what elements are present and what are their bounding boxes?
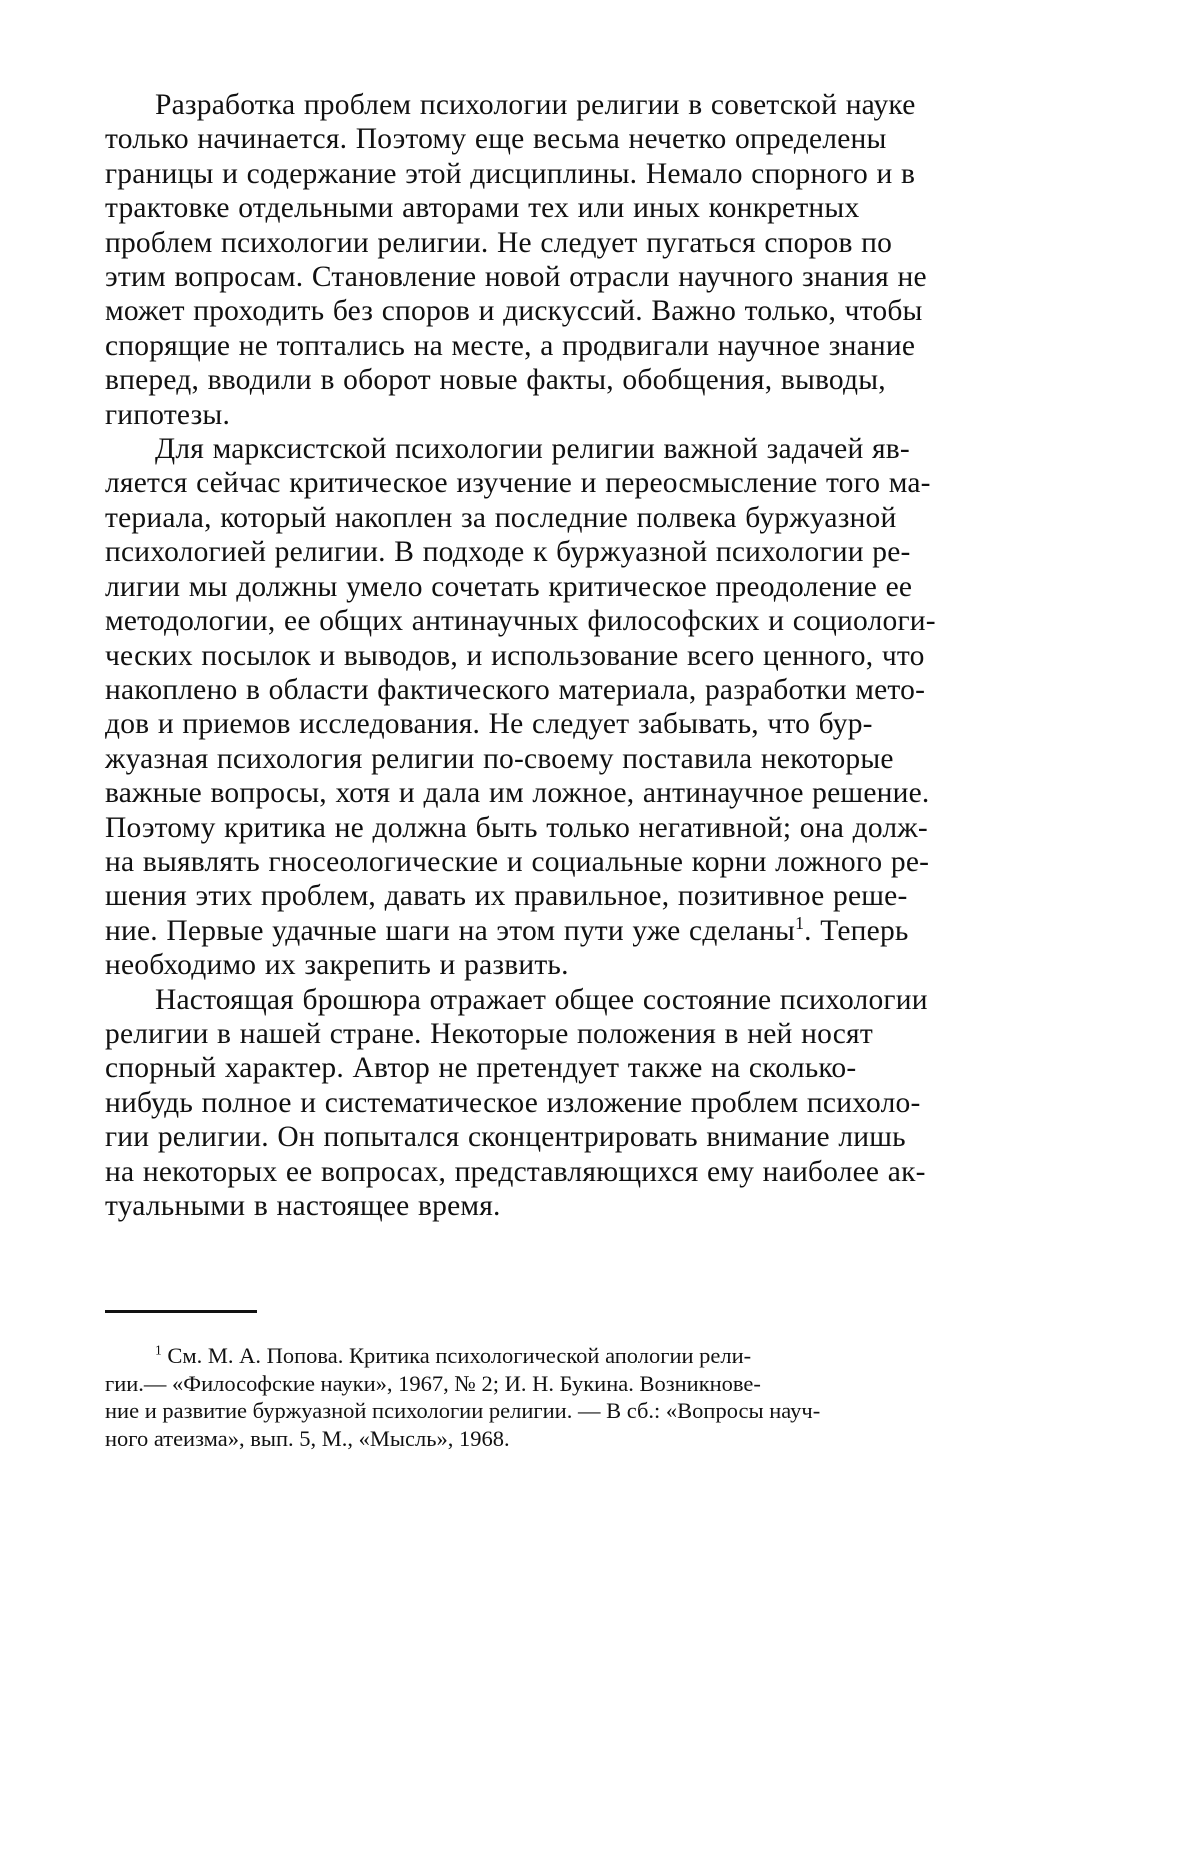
footnote-marker: 1 [155,1342,162,1358]
footnote-text: См. М. А. Попова. Критика психологической апологии рели- гии.— «Философские науки», 1967, № 2; И. Н. Букина. Возникнове- ние и развитие буржуазной психологии религии. — В сб.: «Вопросы науч- ного атеизма», вып. 5, М., «Мысль», 1968. [105,1343,821,1451]
document-page [105,88,1077,1451]
paragraph-2-text: Для марксистской психологии религии важной задачей яв- ляется сейчас критическое изучение и переосмысление того ма- териала, который накоплен за последние полвека буржуазной психологией религии. В подходе к буржуазной психологии ре- лигии мы должны умело сочетать критическое преодоление ее методологии, ее общих антинаучных философских и социологи- ческих посылок и выводов, и использование всего ценного, что накоплено в области фактического материала, разработки мето- дов и приемов исследования. Не следует забывать, что бур- жуазная психология религии по-своему поставила некоторые важные вопросы, хотя и дала им ложное, антинаучное решение. Поэтому критика не должна быть только негативной; она долж- на выявлять гносеологические и социальные корни ложного ре- шения этих проблем, давать их правильное, позитивное реше- ние. Первые удачные шаги на этом пути уже сделаны [105,433,936,947]
paragraph-1: Разработка проблем психологии религии в советской науке только начинается. Поэтому еще весьма нечетко определены границы и содержание этой дисциплины. Немало спорного и в трактовке отдельными авторами тех или иных конкретных проблем психологии религии. Не следует пугаться споров по этим вопросам. Становление новой отрасли научного знания не может проходить без споров и дискуссий. Важно только, чтобы спорящие не топтались на месте, а продвигали научное знание вперед, вводили в оборот новые факты, обобщения, выводы, гипотезы. [105,89,927,431]
paragraph-3: Настоящая брошюра отражает общее состояние психологии религии в нашей стране. Некоторые положения в ней носят спорный характер. Автор не претендует также на сколько- нибудь полное и систематическое изложение проблем психоло- гии религии. Он попытался сконцентрировать внимание лишь на некоторых ее вопросах, представляющихся ему наиболее ак- туальными в настоящее время. [105,983,928,1222]
paragraph-2 [105,432,1077,983]
paragraph-2-tail: . Теперь необходимо их закрепить и развить. [105,914,909,982]
footnote-reference: 1 [795,912,805,933]
footnote [105,1342,1077,1452]
footnote-divider [105,1310,257,1313]
body-text [105,88,1077,1223]
